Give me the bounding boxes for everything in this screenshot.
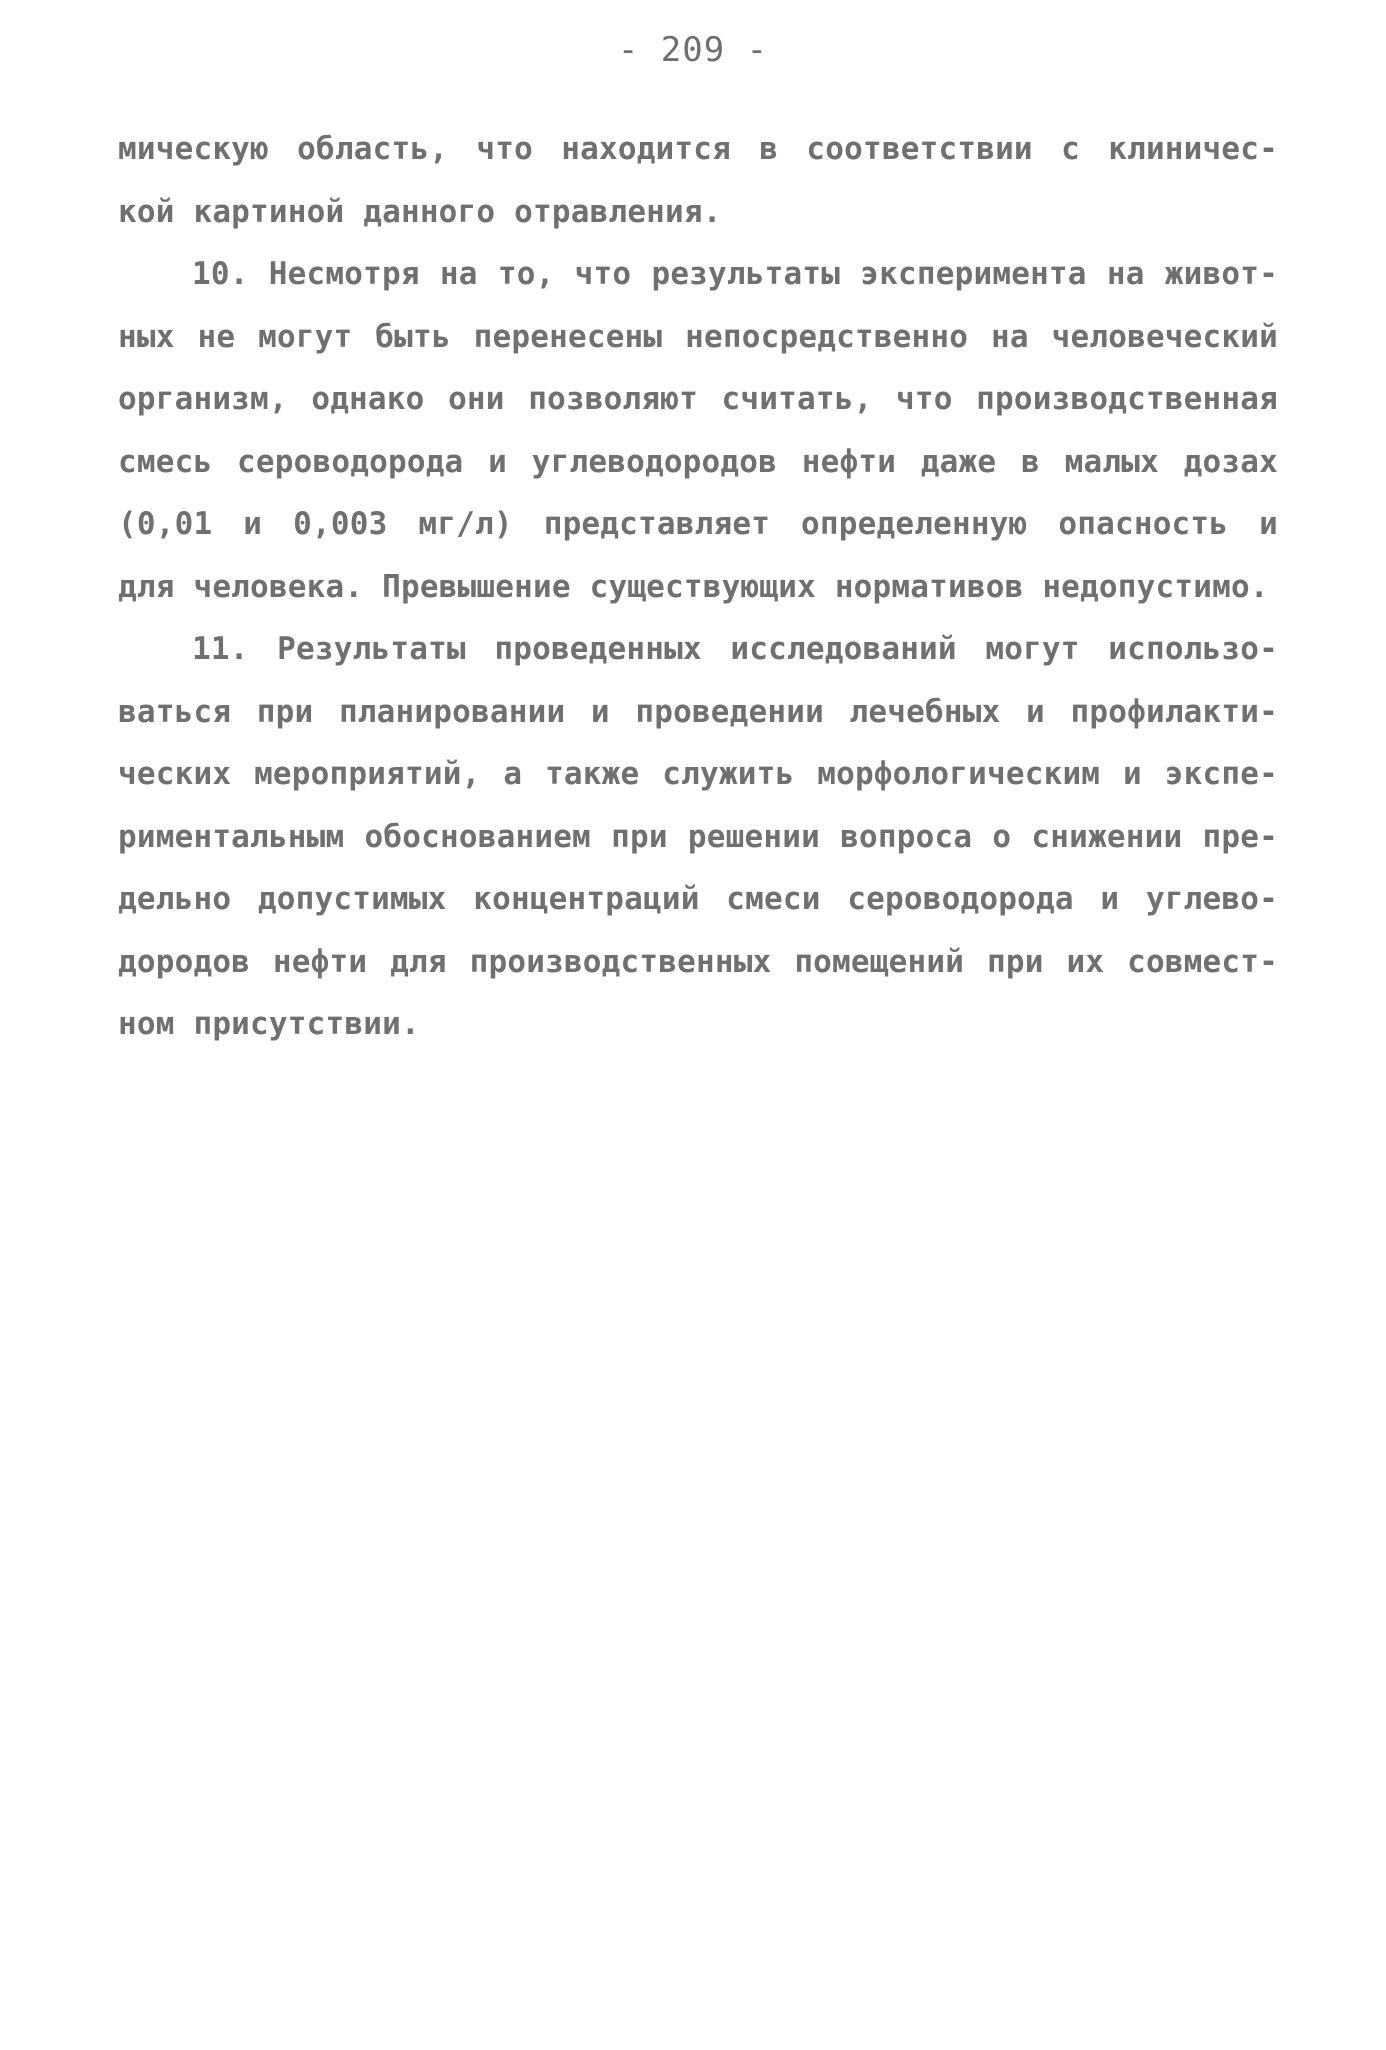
paragraph-10-line: 10. Несмотря на то, что результаты эксперимента на живот- xyxy=(192,256,1278,292)
text-line: ческих мероприятий, а также служить морфологическим и экспе- xyxy=(118,756,1278,792)
page-number: - 209 - xyxy=(617,30,769,70)
text-line: кой картиной данного отравления. xyxy=(118,193,722,230)
text-line: (0,01 и 0,003 мг/л) представляет определенную опасность и xyxy=(118,506,1278,542)
text-line: организм, однако они позволяют считать, что производственная xyxy=(118,381,1278,417)
text-line: ном присутствии. xyxy=(118,1006,420,1042)
body-text xyxy=(118,118,1278,1056)
text-line: мическую область, что находится в соответствии с клиничес- xyxy=(118,131,1278,167)
paragraph-11-line: 11. Результаты проведенных исследований могут использо- xyxy=(192,631,1278,667)
text-line: смесь сероводорода и углеводородов нефти даже в малых дозах xyxy=(118,443,1278,480)
text-line: ваться при планировании и проведении лечебных и профилакти- xyxy=(118,693,1278,730)
text-line: риментальным обоснованием при решении вопроса о снижении пре- xyxy=(118,818,1278,855)
text-line: ных не могут быть перенесены непосредственно на человеческий xyxy=(118,318,1278,355)
text-line: дельно допустимых концентраций смеси сероводорода и углево- xyxy=(118,881,1278,917)
text-line: для человека. Превышение существующих нормативов недопустимо. xyxy=(118,568,1269,605)
text-line: дородов нефти для производственных помещений при их совмест- xyxy=(118,943,1278,980)
